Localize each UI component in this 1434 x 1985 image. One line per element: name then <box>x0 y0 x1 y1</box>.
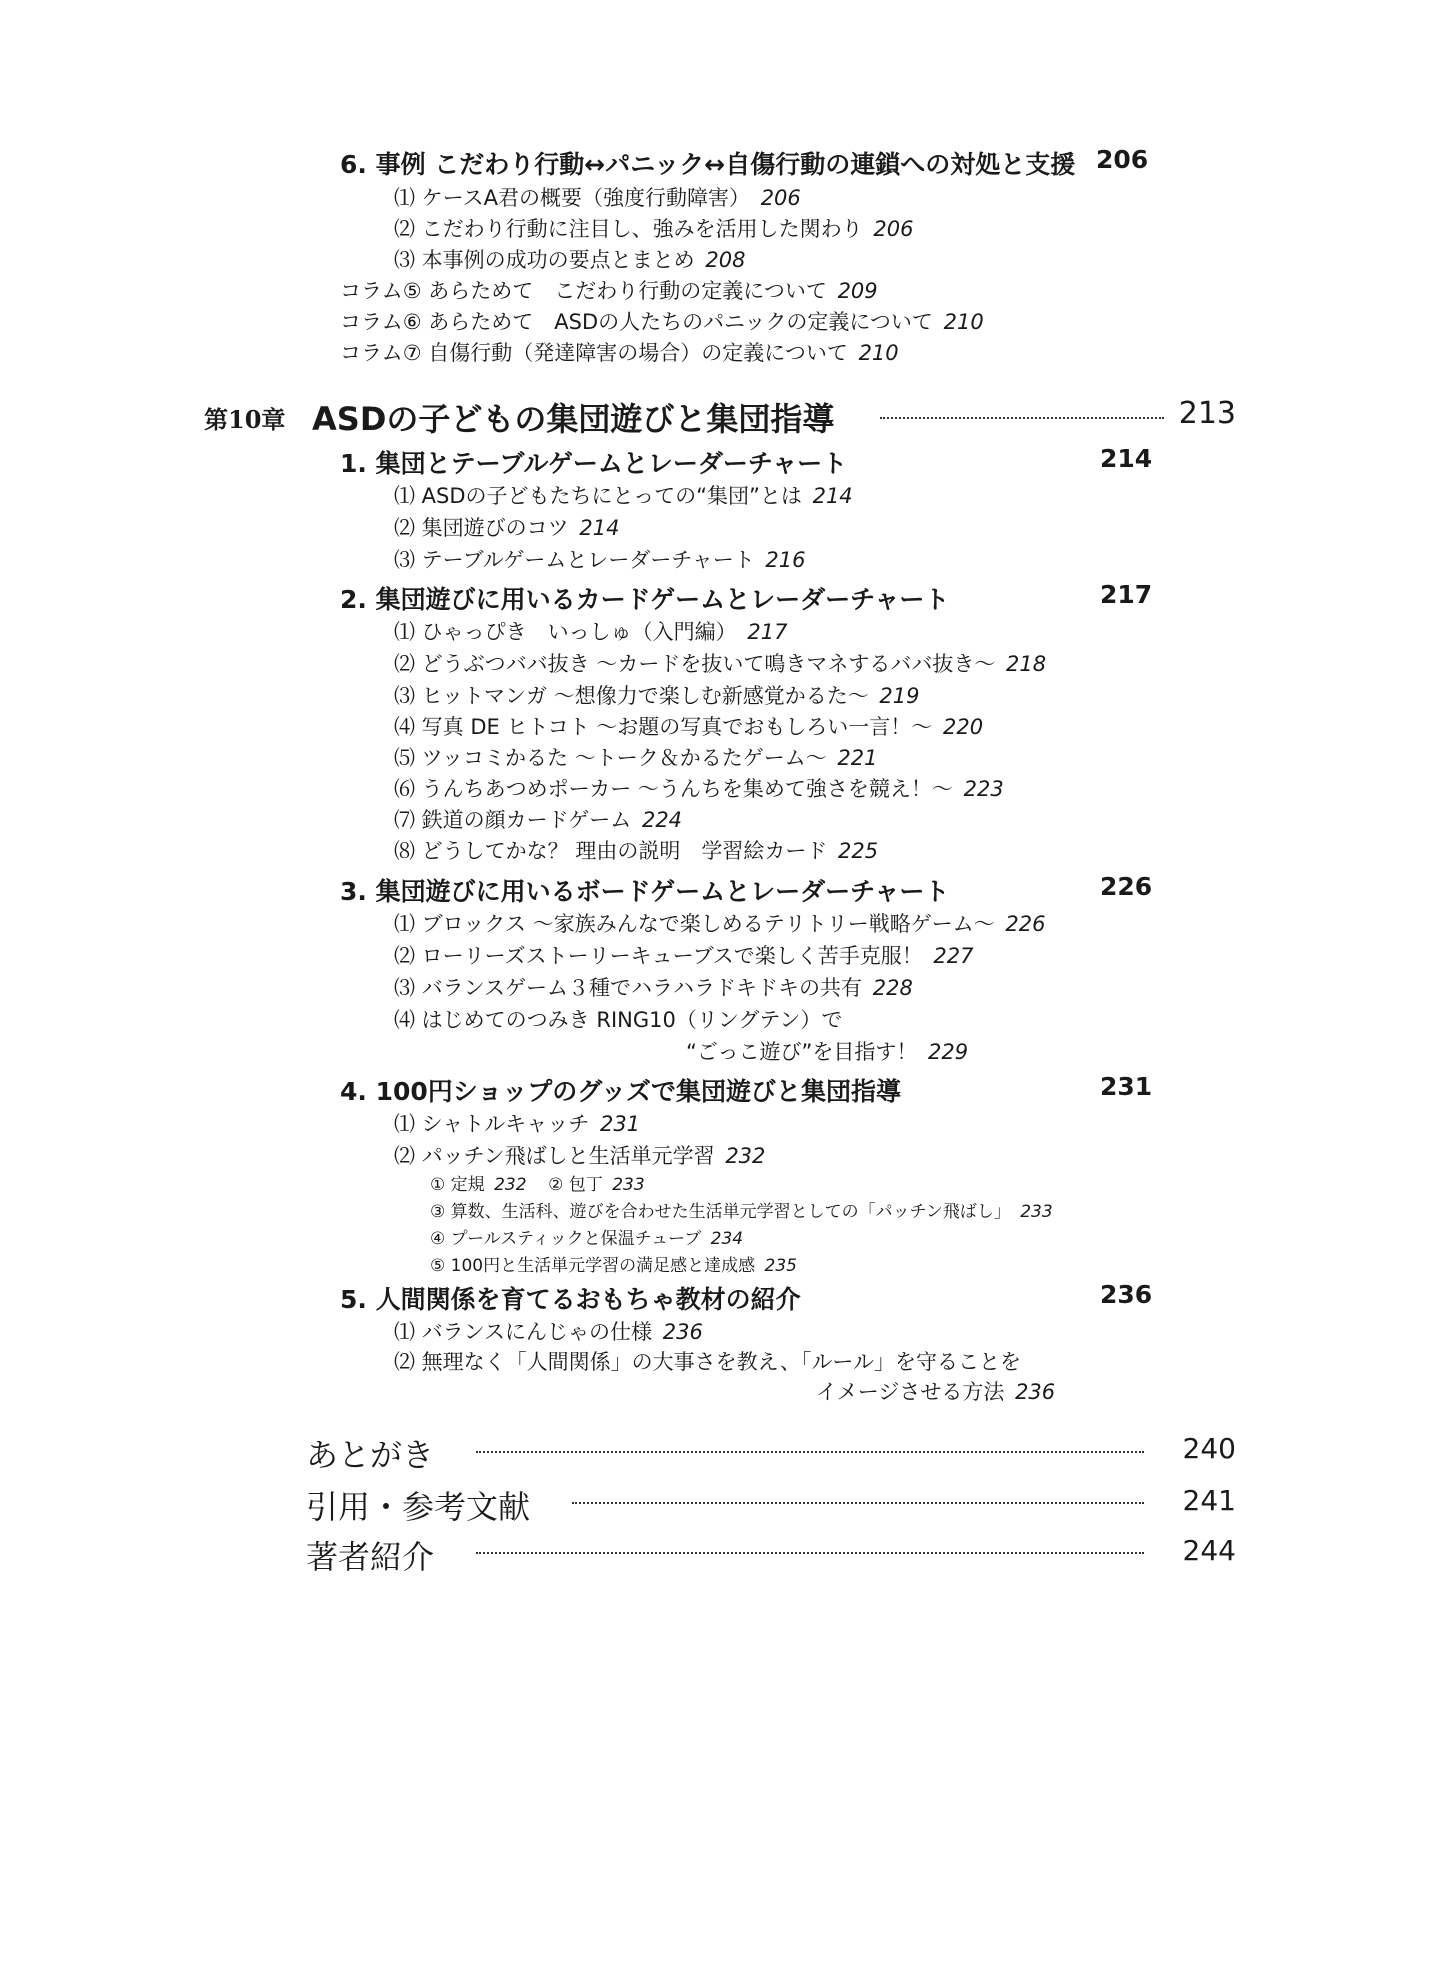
section-page: 226 <box>1100 872 1153 901</box>
endmatter-page: 240 <box>1182 1432 1236 1465</box>
section-6-page: 206 <box>1096 145 1149 174</box>
toc-item: ⑷ 写真 DE ヒトコト ～お題の写真でおもしろい一言！～ 220 <box>394 715 984 739</box>
endmatter-author: 著者紹介 <box>306 1538 435 1576</box>
toc-item: ⑶ テーブルゲームとレーダーチャート 216 <box>394 548 806 572</box>
toc-item: ⑵ ローリーズストーリーキューブスで楽しく苦手克服！ 227 <box>394 944 974 968</box>
leader-dots <box>572 1502 1144 1504</box>
toc-item: ⑴ ひゃっぴき いっしゅ（入門編） 217 <box>394 620 788 644</box>
toc-item-continued: “ごっこ遊び”を目指す！ 229 <box>686 1040 969 1064</box>
section-page: 231 <box>1100 1072 1153 1101</box>
leader-dots <box>476 1451 1144 1453</box>
column-item: コラム⑦ 自傷行動（発達障害の場合）の定義について 210 <box>340 341 899 365</box>
toc-item: ⑶ 本事例の成功の要点とまとめ 208 <box>394 248 746 272</box>
toc-item: ⑴ ケースA君の概要（強度行動障害） 206 <box>394 186 801 210</box>
toc-subitem: ① 定規 232 ② 包丁 233 <box>430 1175 645 1195</box>
toc-item: ⑹ うんちあつめポーカー ～うんちを集めて強さを競え！～ 223 <box>394 777 1004 801</box>
leader-dots <box>476 1552 1144 1554</box>
toc-item: ⑴ シャトルキャッチ 231 <box>394 1112 641 1136</box>
column-item: コラム⑤ あらためて こだわり行動の定義について 209 <box>340 279 878 303</box>
section-title: 5. 人間関係を育てるおもちゃ教材の紹介 <box>340 1285 801 1314</box>
toc-item: ⑵ こだわり行動に注目し、強みを活用した関わり 206 <box>394 217 914 241</box>
toc-item: ⑵ 無理なく「人間関係」の大事さを教え、「ルール」を守ることを <box>394 1350 1022 1374</box>
section-title: 2. 集団遊びに用いるカードゲームとレーダーチャート <box>340 585 950 614</box>
toc-item: ⑶ ヒットマンガ ～想像力で楽しむ新感覚かるた～ 219 <box>394 684 920 708</box>
section-title: 3. 集団遊びに用いるボードゲームとレーダーチャート <box>340 877 950 906</box>
section-page: 217 <box>1100 580 1153 609</box>
toc-item: ⑴ ブロックス ～家族みんなで楽しめるテリトリー戦略ゲーム～ 226 <box>394 912 1046 936</box>
endmatter-afterword: あとがき <box>306 1436 435 1474</box>
toc-item: ⑸ ツッコミかるた ～トーク＆かるたゲーム～ 221 <box>394 746 878 770</box>
toc-item: ⑵ どうぶつババ抜き ～カードを抜いて鳴きマネするババ抜き～ 218 <box>394 652 1047 676</box>
toc-item: ⑴ ASDの子どもたちにとっての“集団”とは 214 <box>394 484 853 508</box>
toc-subitem: ⑤ 100円と生活単元学習の満足感と達成感 235 <box>430 1256 797 1276</box>
toc-item: ⑻ どうしてかな？ 理由の説明 学習絵カード 225 <box>394 839 879 863</box>
toc-item: ⑵ 集団遊びのコツ 214 <box>394 516 620 540</box>
section-title: 1. 集団とテーブルゲームとレーダーチャート <box>340 449 848 478</box>
toc-subitem: ③ 算数、生活科、遊びを合わせた生活単元学習としての「パッチン飛ばし」 233 <box>430 1202 1053 1222</box>
section-6-title: 6. 事例 こだわり行動↔パニック↔自傷行動の連鎖への対処と支援 <box>340 150 1076 179</box>
chapter-page: 213 <box>1178 396 1236 431</box>
section-page: 236 <box>1100 1280 1153 1309</box>
toc-item: ⑺ 鉄道の顔カードゲーム 224 <box>394 808 683 832</box>
section-title: 4. 100円ショップのグッズで集団遊びと集団指導 <box>340 1077 902 1106</box>
endmatter-page: 244 <box>1182 1534 1236 1567</box>
chapter-label: 第10章 <box>204 405 286 434</box>
toc-item: ⑶ バランスゲーム３種でハラハラドキドキの共有 228 <box>394 976 913 1000</box>
toc-item-continued: イメージさせる方法 236 <box>816 1380 1056 1404</box>
toc-item: ⑴ バランスにんじゃの仕様 236 <box>394 1320 703 1344</box>
chapter-title: ASDの子どもの集団遊びと集団指導 <box>312 400 835 438</box>
endmatter-page: 241 <box>1182 1484 1236 1517</box>
column-item: コラム⑥ あらためて ASDの人たちのパニックの定義について 210 <box>340 310 984 334</box>
leader-dots <box>880 417 1164 419</box>
endmatter-references: 引用・参考文献 <box>306 1488 531 1526</box>
section-page: 214 <box>1100 444 1153 473</box>
toc-subitem: ④ プールスティックと保温チューブ 234 <box>430 1229 744 1249</box>
toc-item: ⑵ パッチン飛ばしと生活単元学習 232 <box>394 1144 766 1168</box>
toc-item: ⑷ はじめてのつみき RING10（リングテン）で <box>394 1008 843 1032</box>
